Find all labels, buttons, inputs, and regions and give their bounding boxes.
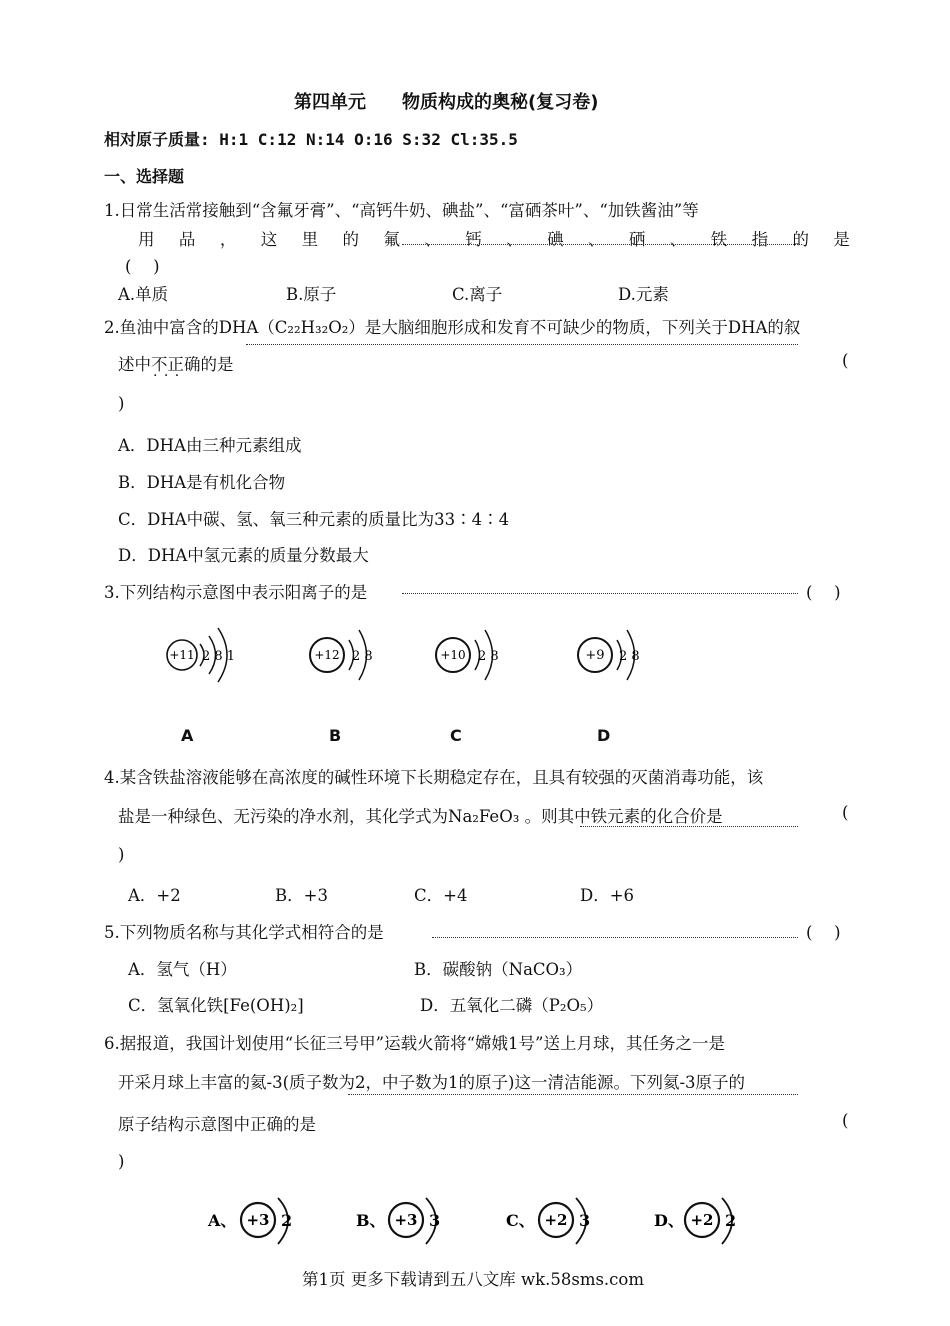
q2-option-a: A．DHA由三种元素组成 — [118, 436, 302, 455]
electron-counts: 2 8 — [619, 649, 640, 664]
option-label: C、 — [506, 1211, 535, 1230]
nucleus-charge: +9 — [585, 648, 605, 663]
section-heading: 一、选择题 — [104, 167, 185, 186]
nucleus-charge: +10 — [440, 648, 466, 662]
diagram-label-c: C — [450, 726, 462, 745]
electron-counts: 2 8 1 — [202, 649, 236, 664]
emphasis-not-correct: 不正确 · · · — [151, 355, 201, 374]
q4-stem-line1: 4.某含铁盐溶液能够在高浓度的碱性环境下长期稳定存在，且具有较强的灭菌消毒功能，该 — [104, 768, 764, 787]
q3-answer-paren: ( ) — [806, 583, 841, 602]
electron-count: 2 — [725, 1211, 737, 1230]
q1-dotted-leader — [402, 244, 802, 245]
q4-paren-open: ( — [842, 803, 849, 822]
helium-diagram-c — [504, 1192, 604, 1252]
q1-option-c: C.离子 — [452, 285, 503, 304]
helium-diagram-d — [652, 1192, 752, 1252]
q3-dotted-leader — [402, 593, 798, 594]
q2-stem-line1: 2.鱼油中富含的DHA（C₂₂H₃₂O₂）是大脑细胞形成和发育不可缺少的物质，下列关于DHA的叙 — [104, 318, 801, 337]
q5-option-b: B．碳酸钠（NaCO₃） — [414, 960, 583, 979]
q2-option-d: D．DHA中氢元素的质量分数最大 — [118, 546, 369, 565]
q1-stem-line1: 1.日常生活常接触到“含氟牙膏”、“高钙牛奶、碘盐”、“富硒茶叶”、“加铁酱油”等 — [104, 201, 699, 220]
q2-paren-close: ) — [118, 394, 125, 413]
q5-dotted-leader — [432, 937, 798, 938]
q4-dotted-leader — [580, 826, 798, 827]
atom-diagram-a — [160, 622, 250, 684]
q6-paren-open: ( — [842, 1111, 849, 1130]
q1-option-b: B.原子 — [286, 285, 337, 304]
q2-option-c: C．DHA中碳、氢、氧三种元素的质量比为33∶4∶4 — [118, 510, 510, 529]
diagram-label-b: B — [329, 726, 342, 745]
q4-stem-line2: 盐是一种绿色、无污染的净水剂，其化学式为Na₂FeO₃ 。则其中铁元素的化合价是 — [118, 807, 723, 826]
option-label: B、 — [356, 1211, 386, 1230]
q3-stem: 3.下列结构示意图中表示阳离子的是 — [104, 583, 368, 602]
helium-diagram-b — [354, 1192, 454, 1252]
q1-answer-paren: ( ) — [125, 257, 160, 276]
atom-diagram-b — [302, 622, 392, 684]
q6-stem-line2: 开采月球上丰富的氦-3(质子数为2，中子数为1的原子)这一清洁能源。下列氦-3原子的 — [118, 1073, 746, 1092]
q5-answer-paren: ( ) — [806, 923, 841, 942]
diagram-label-a: A — [181, 726, 194, 745]
q4-option-b: B．+3 — [275, 886, 328, 905]
electron-count: 3 — [579, 1211, 591, 1230]
q5-option-c: C．氢氧化铁[Fe(OH)₂] — [128, 996, 304, 1015]
q6-stem-line3: 原子结构示意图中正确的是 — [118, 1115, 316, 1134]
atom-diagram-d — [570, 622, 660, 684]
nucleus-charge: +2 — [690, 1211, 714, 1229]
q2-stem-line2: 述中不正确 · · ·的是 — [118, 351, 234, 375]
nucleus-charge: +2 — [544, 1211, 568, 1229]
electron-counts: 2 8 — [478, 649, 499, 664]
electron-count: 2 — [281, 1211, 293, 1230]
q2-dotted-leader — [246, 344, 798, 345]
q2-option-b: B．DHA是有机化合物 — [118, 473, 286, 492]
atomic-mass-line: 相对原子质量: H:1 C:12 N:14 O:16 S:32 Cl:35.5 — [104, 130, 518, 149]
q2-paren-open: ( — [842, 351, 849, 370]
diagram-label-d: D — [597, 726, 611, 745]
q5-option-d: D．五氧化二磷（P₂O₅） — [420, 996, 604, 1015]
q6-dotted-leader — [348, 1094, 798, 1095]
nucleus-charge: +3 — [246, 1211, 270, 1229]
option-label: A、 — [208, 1211, 237, 1230]
q5-option-a: A．氢气（H） — [128, 960, 237, 979]
page-footer: 第1页 更多下载请到五八文库 wk.58sms.com — [302, 1270, 644, 1289]
q6-paren-close: ) — [118, 1152, 125, 1171]
nucleus-charge: +11 — [169, 648, 195, 662]
helium-diagram-a — [206, 1192, 306, 1252]
option-label: D、 — [654, 1211, 684, 1230]
nucleus-charge: +3 — [394, 1211, 418, 1229]
q6-stem-line1: 6.据报道，我国计划使用“长征三号甲”运载火箭将“嫦娥1号”送上月球，其任务之一是 — [104, 1034, 725, 1053]
page-title: 第四单元 物质构成的奥秘(复习卷) — [294, 92, 599, 113]
q4-option-c: C．+4 — [414, 886, 468, 905]
q5-stem: 5.下列物质名称与其化学式相符合的是 — [104, 923, 384, 942]
q1-option-d: D.元素 — [618, 285, 669, 304]
q4-paren-close: ) — [118, 845, 125, 864]
q1-stem-line2: 用 品 ， 这 里 的 氟 、 钙 、 碘 、 硒 、 铁 指 的 是 — [138, 230, 850, 249]
nucleus-charge: +12 — [314, 648, 340, 662]
electron-count: 3 — [429, 1211, 441, 1230]
atom-diagram-c — [428, 622, 518, 684]
q1-option-a: A.单质 — [118, 285, 169, 304]
q4-option-d: D．+6 — [580, 886, 635, 905]
q4-option-a: A．+2 — [128, 886, 181, 905]
electron-counts: 2 8 — [352, 649, 373, 664]
